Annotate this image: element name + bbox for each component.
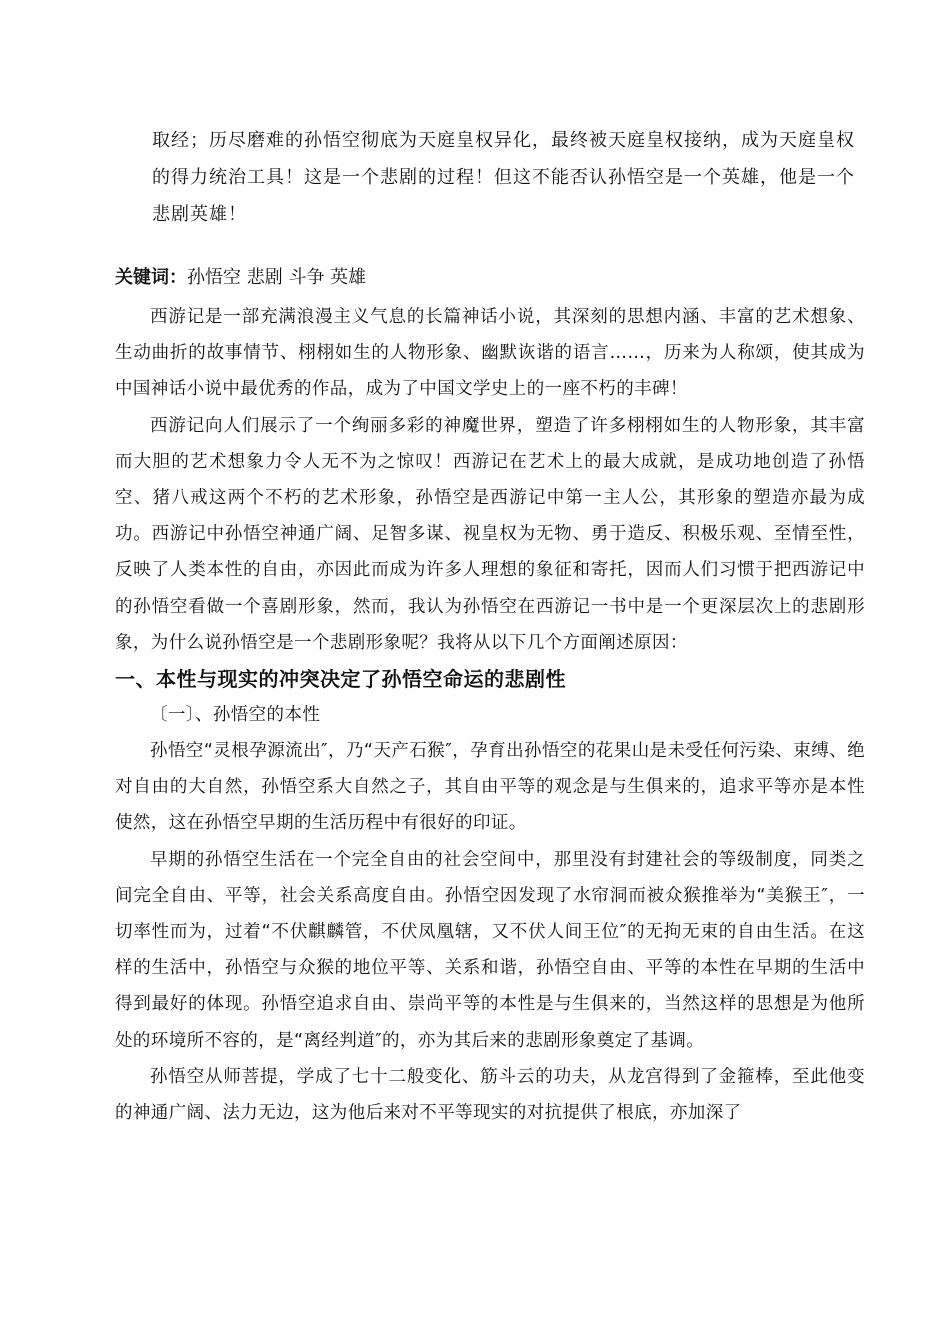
section-heading: 一、本性与现实的冲突决定了孙悟空命运的悲剧性 [115, 667, 566, 692]
body-text [115, 299, 865, 1131]
subsection-heading: 〔一〕、孙悟空的本性 [150, 705, 321, 726]
intro-paragraph: 西游记是一部充满浪漫主义气息的长篇神话小说，其深刻的思想内涵、丰富的艺术想象、生动曲折的故事情节、栩栩如生的人物形象、幽默诙谐的语言……，历来为人称颂，使其成为中国神话小说中最优秀的作品，成为了中国文学史上的一座不朽的丰碑！ [115, 307, 865, 400]
keywords-label: 关键词： [115, 267, 187, 288]
section-paragraph: 早期的孙悟空生活在一个完全自由的社会空间中，那里没有封建社会的等级制度，同类之间完全自由、平等，社会关系高度自由。孙悟空因发现了水帘洞而被众猴推举为“美猴王″，一切率性而为，过着“不伏麒麟管，不伏凤凰辖，又不伏人间王位″的无拘无束的自由生活。在这样的生活中，孙悟空与众猴的地位平等、关系和谐，孙悟空自由、平等的本性在早期的生活中得到最好的体现。孙悟空追求自由、崇尚平等的本性是与生俱来的，当然这样的思想是为他所处的环境所不容的，是“离经判道″的，亦为其后来的悲剧形象奠定了基调。 [115, 849, 865, 1051]
keywords-line [115, 265, 875, 291]
section-paragraph: 孙悟空“灵根孕源流出″，乃“天产石猴″，孕育出孙悟空的花果山是未受任何污染、束缚、绝对自由的大自然，孙悟空系大自然之子，其自由平等的观念是与生俱来的，追求平等亦是本性使然，这在孙悟空早期的生活历程中有很好的印证。 [115, 741, 865, 834]
abstract-continuation: 取经；历尽磨难的孙悟空彻底为天庭皇权异化，最终被天庭皇权接纳，成为天庭皇权的得力统治工具！这是一个悲剧的过程！但这不能否认孙悟空是一个英雄，他是一个悲剧英雄！ [152, 130, 855, 225]
intro-paragraph: 西游记向人们展示了一个绚丽多彩的神魔世界，塑造了许多栩栩如生的人物形象，其丰富而大胆的艺术想象力令人无不为之惊叹！西游记在艺术上的最大成就，是成功地创造了孙悟空、猪八戒这两个不朽的艺术形象，孙悟空是西游记中第一主人公，其形象的塑造亦最为成功。西游记中孙悟空神通广阔、足智多谋、视皇权为无物、勇于造反、积极乐观、至情至性，反映了人类本性的自由，亦因此而成为许多人理想的象征和寄托，因而人们习惯于把西游记中的孙悟空看做一个喜剧形象，然而，我认为孙悟空在西游记一书中是一个更深层次上的悲剧形象，为什么说孙悟空是一个悲剧形象呢？我将从以下几个方面阐述原因： [115, 415, 865, 653]
section-paragraph: 孙悟空从师菩提，学成了七十二般变化、筋斗云的功夫，从龙宫得到了金箍棒，至此他变的神通广阔、法力无边，这为他后来对不平等现实的对抗提供了根底，亦加深了 [115, 1066, 865, 1124]
keywords-value: 孙悟空 悲剧 斗争 英雄 [187, 267, 367, 288]
